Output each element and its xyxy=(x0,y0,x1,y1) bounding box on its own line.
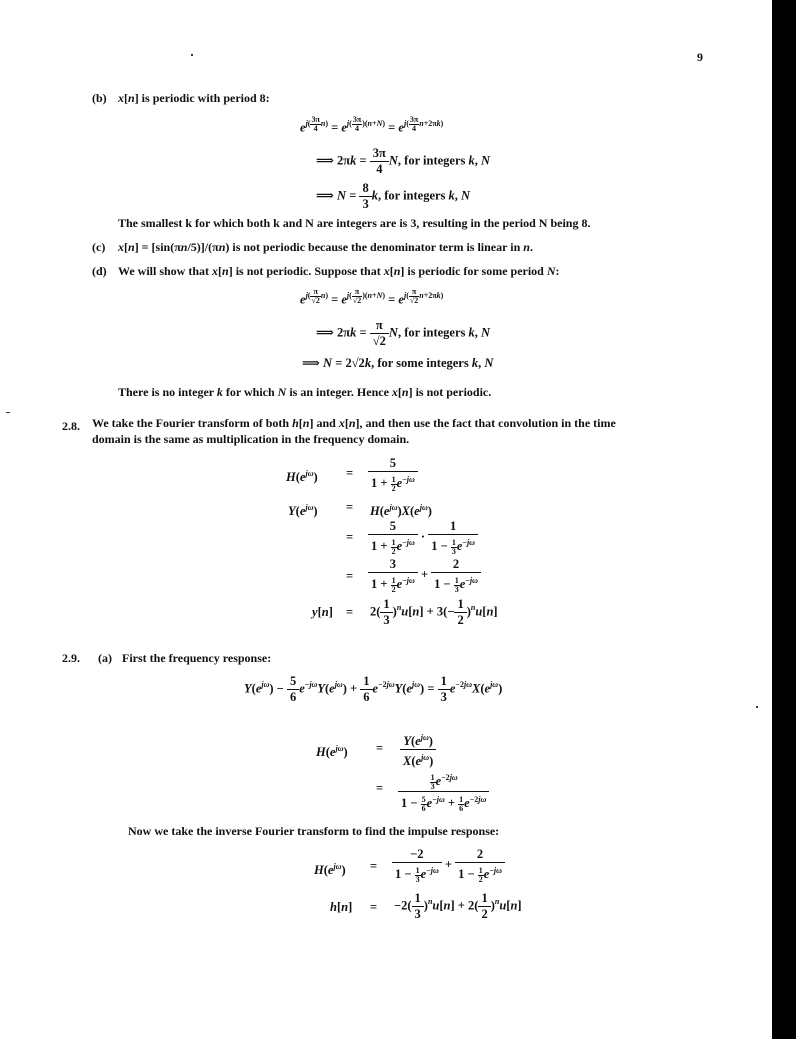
part-b-label: (b) xyxy=(92,91,107,105)
part-c-label: (c) xyxy=(92,240,106,254)
p28-H-lhs: $H(e^{j\omega})$ xyxy=(286,469,318,485)
p29-H-rhs-2: $\frac{1}{3}$ $e^{-2j\omega}$ 1 − $\frac{5}{6}$ $e^{-j\omega}$ + $\frac{1}{6}$ $e^{-2j\omega}$ xyxy=(398,770,489,813)
p29-H-eqsign-2: = xyxy=(376,781,384,795)
p29-h-lhs: h[n] xyxy=(330,900,353,914)
p29-H-pf-eqsign: = xyxy=(370,859,378,873)
scan-speck xyxy=(191,54,193,56)
p28-Y-eqsign: = xyxy=(346,500,354,514)
problem-2-8-number: 2.8. xyxy=(62,419,80,433)
p28-Y-rhs-2: 5 1 + $\frac{1}{2}$ $e^{-j\omega}$ · 1 1 − $\frac{1}{3}$ $e^{-j\omega}$ xyxy=(368,519,478,556)
problem-2-9-number: 2.9. xyxy=(62,651,80,665)
scan-speck xyxy=(756,706,758,708)
p28-Y-lhs: $Y(e^{j\omega})$ xyxy=(288,503,318,519)
part-d-conclusion: There is no integer k for which N is an integer. Hence x[n] is not periodic. xyxy=(118,385,492,399)
scan-edge-border xyxy=(772,0,796,1039)
p29-difference-equation: $Y(e^{j\omega})$ − $\frac{5}{6}$ $e^{-j\omega}Y(e^{j\omega})$ + $\frac{1}{6}$ $e^{-2j\omega}Y(e^{j\omega})$ = $\frac{1}{3}$ $e^{-2j\omega}X(e^{j\omega})$ xyxy=(244,674,503,704)
part-c-text: x[n] = [sin(πn/5)]/(πn) is not periodic because the denominator term is linear in n. xyxy=(118,240,533,254)
part-b-conclusion: The smallest k for which both k and N are integers are is 3, resulting in the period N being 8. xyxy=(118,216,591,230)
p29-H-lhs: $H(e^{j\omega})$ xyxy=(316,744,348,760)
part-a-text: First the frequency response: xyxy=(122,651,272,665)
part-b-equation-2: ⟹ 2πk = $\frac{3\pi}{4}$ N, for integers k, N xyxy=(316,146,491,176)
p28-y-rhs: 2( $\frac{1}{3}$ )$^n$u[n] + 3(− $\frac{1}{2}$ )$^n$u[n] xyxy=(370,597,498,627)
p28-H-rhs: 5 1 + $\frac{1}{2}$ $e^{-j\omega}$ xyxy=(368,456,418,493)
part-a-label: (a) xyxy=(98,651,112,665)
p29-H-eqsign: = xyxy=(376,741,384,755)
p29-H-pf-rhs: −2 1 − $\frac{1}{3}$ $e^{-j\omega}$ + 2 1 − $\frac{1}{2}$ $e^{-j\omega}$ xyxy=(392,847,505,884)
problem-2-8-text-line-2: domain is the same as multiplication in the frequency domain. xyxy=(92,432,410,446)
part-d-text: We will show that x[n] is not periodic. Suppose that x[n] is periodic for some period N: xyxy=(118,264,560,278)
part-d-equation-3: ⟹ N = 2√2k, for some integers k, N xyxy=(302,356,494,370)
p29-h-eqsign: = xyxy=(370,900,378,914)
problem-2-8-text-line-1: We take the Fourier transform of both h[n] and x[n], and then use the fact that convolution in the time xyxy=(92,416,616,430)
p28-Y-rhs-3: 3 1 + $\frac{1}{2}$ $e^{-j\omega}$ + 2 1 − $\frac{1}{3}$ $e^{-j\omega}$ xyxy=(368,557,481,594)
part-d-equation-2: ⟹ 2πk = $\frac{\pi}{√2}$ N, for integers k, N xyxy=(316,318,491,348)
p29-H-pf-lhs: $H(e^{j\omega})$ xyxy=(314,862,346,878)
p28-Y-eqsign-2: = xyxy=(346,530,354,544)
part-d-equation-1: $e^{j( \frac{\pi}{√2} n)} = e^{j( \frac{\pi}{√2} )(n+N)} = e^{j( \frac{\pi}{√2} n+2\pi k)}$ xyxy=(300,287,444,307)
p28-H-eqsign: = xyxy=(346,466,354,480)
p28-Y-eqsign-3: = xyxy=(346,569,354,583)
p28-Y-rhs-1: $H(e^{j\omega})X(e^{j\omega})$ xyxy=(370,503,432,519)
part-b-equation-1: $e^{j( \frac{3\pi}{4} n)} = e^{j( \frac{3\pi}{4} )(n+N)} = e^{j( \frac{3\pi}{4} n+2\pi k)}$ xyxy=(300,115,444,135)
page-number: 9 xyxy=(697,50,703,64)
p29-H-rhs-1: $\frac{Y(e^{j\omega})}{X(e^{j\omega})}$ xyxy=(400,730,436,769)
p28-y-eqsign: = xyxy=(346,605,354,619)
scan-speck xyxy=(6,412,10,413)
part-d-label: (d) xyxy=(92,264,107,278)
part-b-equation-3: ⟹ N = $\frac{8}{3}$ k, for integers k, N xyxy=(316,181,471,211)
p29-h-rhs: −2( $\frac{1}{3}$ )$^n$u[n] + 2( $\frac{1}{2}$ )$^n$u[n] xyxy=(394,891,522,921)
part-b-text: x[n] is periodic with period 8: xyxy=(118,91,270,105)
inverse-transform-text: Now we take the inverse Fourier transform to find the impulse response: xyxy=(128,824,500,838)
p28-y-lhs: y[n] xyxy=(312,605,333,619)
